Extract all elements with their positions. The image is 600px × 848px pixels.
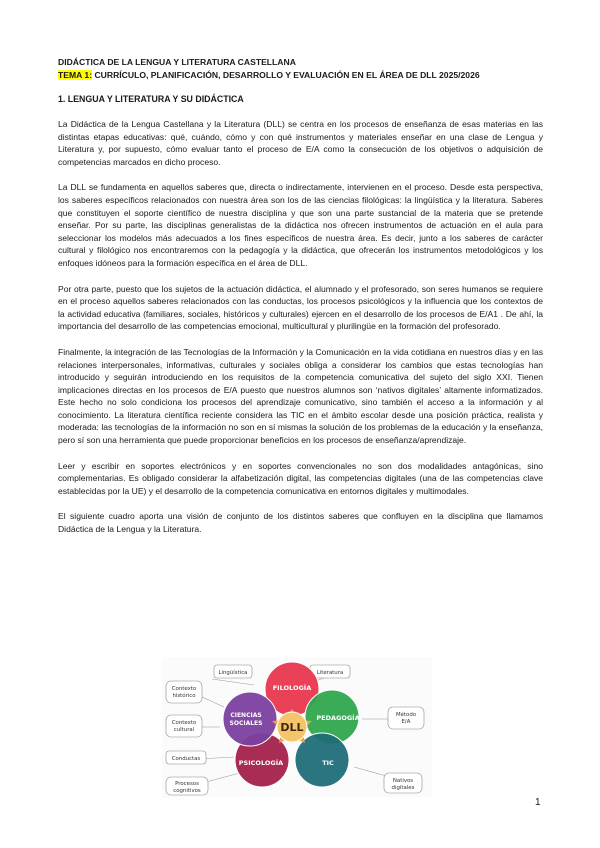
paragraph: El siguiente cuadro aporta una visión de conjunto de los distintos saberes que confluyen en la disciplina que llamamos Didáctica de la Lengua y la Literatura. <box>58 511 543 535</box>
satellite-label: Contexto <box>171 720 197 726</box>
petal-label: PEDAGOGÍA <box>316 714 360 722</box>
petal-label: CIENCIAS <box>230 712 262 719</box>
satellite-label: Lingüística <box>218 670 248 676</box>
satellite-label: Contexto <box>171 686 197 692</box>
petal-label: PSICOLOGÍA <box>238 759 284 767</box>
paragraph: Finalmente, la integración de las Tecnologías de la Información y la Comunicación en la vida cotidiana en nuestros días y en las relaciones interpersonales, informativas, culturales y sociales obliga a considerar los cambios que estas tecnologías han introducido y seguirán introduciendo en los requisitos de la competencia comunicativa del sujeto del siglo XXI. Tienen implicaciones directas en los procesos de E/A puesto que nuestros alumnos son ‘nativos digitales’ altamente informatizados. Este hecho no solo condiciona los procesos del aprendizaje comunicativo, sino también el acceso a la información y al conocimiento. La literatura científica reciente considera las TIC en el ámbito escolar desde una posición práctica, realista y moderada: las tecnologías de la información no son en sí mismas la solución de los problemas de la educación y la enseñanza, pero sí son una herramienta que puede proporcionar beneficios en los procesos de enseñanza/aprendizaje. <box>58 346 543 446</box>
document-title: DIDÁCTICA DE LA LENGUA Y LITERATURA CASTELLANA <box>58 57 296 67</box>
petal-label: FILOLOGÍA <box>272 684 312 692</box>
satellite-label: Método <box>395 712 417 718</box>
document-page <box>58 56 543 549</box>
paragraph: La DLL se fundamenta en aquellos saberes que, directa o indirectamente, intervienen en el proceso. Desde esta perspectiva, los saberes específicos relacionados con nuestra área son los de las ciencias filológicas: la lingüística y la literatura. Saberes que constituyen el soporte científico de nuestra disciplina y que son una parte sustancial de la materia que se pretende enseñar. Por su parte, las disciplinas generalistas de la didáctica nos ofrecen instrumentos de actuación en el aula para seleccionar los modelos más adecuados a los fines específicos de nuestra área. Es decir, junto a los saberes de carácter cultural y filológico nos encontraremos con la pedagogía y la didáctica, que ofrecerán los instrumentos metodológicos y los enfoques idóneos para la formación específica en el área de DLL. <box>58 182 543 268</box>
satellite-label: histórico <box>172 693 196 699</box>
page-number: 1 <box>535 797 541 808</box>
satellite-label: cultural <box>173 727 195 733</box>
paragraph: La Didáctica de la Lengua Castellana y la Literatura (DLL) se centra en los procesos de enseñanza de esas materias en las distintas etapas educativas: qué, cuándo, cómo y con qué instrumentos y materiales enseñar en una clase de Lengua y Literatura y, por supuesto, cómo evaluar tanto el proceso de E/A como la consecución de los objetivos o adquisición de competencias marcados en dicho proceso. <box>58 119 543 167</box>
center-label: DLL <box>280 721 304 734</box>
satellite-label: Procesos <box>175 781 199 787</box>
satellite-label: cognitivos <box>173 788 201 794</box>
satellite-label: digitales <box>391 785 415 791</box>
petal-label: TIC <box>322 759 334 767</box>
satellite-label: E/A <box>401 719 411 725</box>
satellite-label: Conductas <box>171 756 201 762</box>
tema-label: TEMA 1: <box>58 70 93 80</box>
paragraph: Leer y escribir en soportes electrónicos y en soportes convencionales no son dos modalidades antagónicas, sino complementarias. Es obligado considerar la alfabetización digital, las competencias digitales (una de las competencias clave establecidas por la UE) y el desarrollo de la competencia comunicativa en entornos digitales y multimodales. <box>58 460 543 496</box>
petal-label: SOCIALES <box>229 720 263 727</box>
satellite-label: Nativos <box>392 778 414 784</box>
dll-diagram-svg <box>162 657 432 797</box>
dll-diagram <box>162 657 432 797</box>
paragraph: Por otra parte, puesto que los sujetos de la actuación didáctica, el alumnado y el profesorado, son seres humanos se requiere en el proceso aquellos saberes relacionados con las conductas, los procesos psicológicos y la influencia que los contextos de la actividad educativa (familiares, sociales, históricos y culturales) ejercen en el desarrollo de los procesos de E/A1 . De ahí, la importancia del desarrollo de las competencias emocional, multicultural y plurilingüe en la formación del profesorado. <box>58 283 543 332</box>
tema-heading <box>58 69 543 82</box>
tema-title: CURRÍCULO, PLANIFICACIÓN, DESARROLLO Y EVALUACIÓN EN EL ÁREA DE DLL 2025/2026 <box>92 70 480 80</box>
satellite-label: Literatura <box>316 670 344 676</box>
section-title: 1. LENGUA Y LITERATURA Y SU DIDÁCTICA <box>58 94 244 104</box>
petal-ciencias-sociales <box>223 692 277 746</box>
